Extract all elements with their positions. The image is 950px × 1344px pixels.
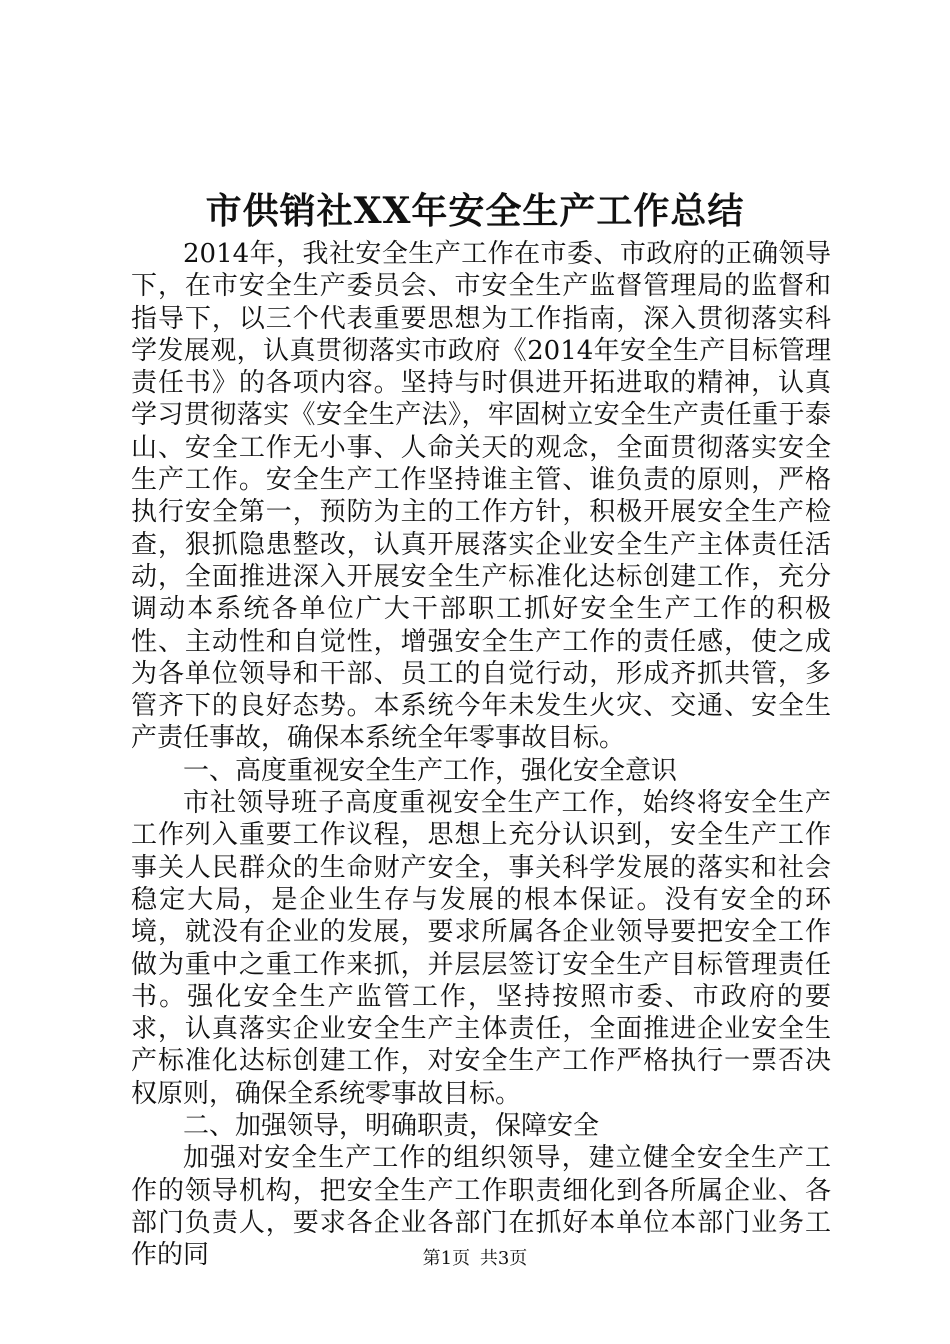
section-1-paragraph: 市社领导班子高度重视安全生产工作，始终将安全生产工作列入重要工作议程，思想上充分认识到，安全生产工作事关人民群众的生命财产安全，事关科学发展的落实和社会稳定大局，是企业生存与发展的根本保证。没有安全的环境，就没有企业的发展，要求所属各企业领导要把安全工作做为重中之重工作来抓，并层层签订安全生产目标管理责任书。强化安全生产监管工作，坚持按照市委、市政府的要求，认真落实企业安全生产主体责任，全面推进企业安全生产标准化达标创建工作，对安全生产工作严格执行一票否决权原则，确保全系统零事故目标。 — [131, 788, 831, 1109]
intro-paragraph: 2014年，我社安全生产工作在市委、市政府的正确领导下，在市安全生产委员会、市安全生产监督管理局的监督和指导下，以三个代表重要思想为工作指南，深入贯彻落实科学发展观，认真贯彻落实市政府《2014年安全生产目标管理责任书》的各项内容。坚持与时俱进开拓进取的精神，认真学习贯彻落实《安全生产法》，牢固树立安全生产责任重于泰山、安全工作无小事、人命关天的观念，全面贯彻落实安全生产工作。安全生产工作坚持谁主管、谁负责的原则，严格执行安全第一，预防为主的工作方针，积极开展安全生产检查，狠抓隐患整改，认真开展落实企业安全生产主体责任活动，全面推进深入开展安全生产标准化达标创建工作，充分调动本系统各单位广大干部职工抓好安全生产工作的积极性、主动性和自觉性，增强安全生产工作的责任感，使之成为各单位领导和干部、员工的自觉行动，形成齐抓共管，多管齐下的良好态势。本系统今年未发生火灾、交通、安全生产责任事故，确保本系统全年零事故目标。 — [131, 239, 831, 754]
section-heading-2: 二、加强领导，明确职责，保障安全 — [183, 1111, 600, 1142]
document-title: 市供销社XX年安全生产工作总结 — [205, 190, 745, 232]
page-number-footer: 第1页 共3页 — [422, 1248, 528, 1269]
section-heading-1: 一、高度重视安全生产工作，强化安全意识 — [183, 755, 678, 786]
section-2-paragraph: 加强对安全生产工作的组织领导，建立健全安全生产工作的领导机构，把安全生产工作职责细化到各所属企业、各部门负责人，要求各企业各部门在抓好本单位本部门业务工作的同 — [131, 1143, 831, 1271]
document-body — [131, 238, 831, 1272]
